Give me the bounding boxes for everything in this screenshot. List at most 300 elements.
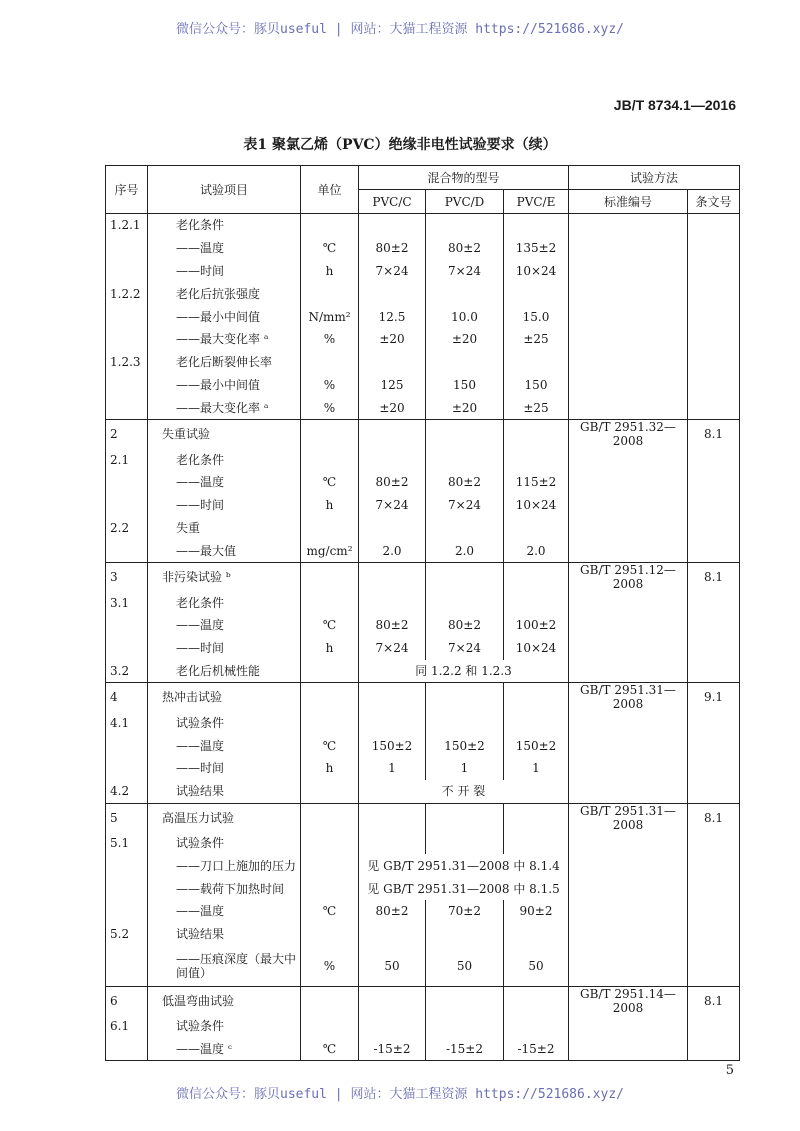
standard-number-cell (569, 237, 688, 260)
standard-number-cell (569, 396, 688, 419)
clause-number-cell (688, 1015, 740, 1038)
value-pvc-d: ±20 (426, 396, 504, 419)
test-item: 老化条件 (148, 591, 301, 614)
clause-number-cell: 9.1 (688, 683, 740, 712)
clause-number-cell (688, 591, 740, 614)
table-section (106, 683, 740, 803)
row-number (106, 328, 148, 351)
header-pvc-c: PVC/C (359, 190, 426, 214)
row-number (106, 494, 148, 517)
clause-number-cell (688, 494, 740, 517)
unit (301, 683, 359, 712)
standard-number-cell (569, 328, 688, 351)
table-row (106, 660, 740, 683)
value-pvc-d (426, 282, 504, 305)
standard-number-cell (569, 877, 688, 900)
merged-value: 同 1.2.2 和 1.2.3 (359, 660, 569, 683)
value-pvc-e: 135±2 (504, 237, 569, 260)
value-pvc-c (359, 591, 426, 614)
header-pvc-d: PVC/D (426, 190, 504, 214)
row-number (106, 237, 148, 260)
requirements-table (105, 165, 740, 1061)
test-item: ——温度 (148, 614, 301, 637)
value-pvc-e (504, 282, 569, 305)
test-item: 试验条件 (148, 711, 301, 734)
value-pvc-c: 80±2 (359, 237, 426, 260)
header-std: 标准编号 (569, 190, 688, 214)
value-pvc-d (426, 563, 504, 592)
value-pvc-e: 1 (504, 757, 569, 780)
value-pvc-d (426, 420, 504, 449)
unit: % (301, 328, 359, 351)
standard-number-cell (569, 734, 688, 757)
unit: ℃ (301, 734, 359, 757)
value-pvc-e: ±25 (504, 396, 569, 419)
row-number: 1.2.3 (106, 351, 148, 374)
clause-number-cell (688, 757, 740, 780)
unit (301, 803, 359, 832)
test-item: ——压痕深度（最大中间值） (148, 946, 301, 987)
unit: ℃ (301, 900, 359, 923)
table-row (106, 237, 740, 260)
clause-number-cell: 8.1 (688, 803, 740, 832)
value-pvc-c: -15±2 (359, 1037, 426, 1060)
table-header (106, 166, 740, 214)
test-item: 老化后抗张强度 (148, 282, 301, 305)
test-item: 试验条件 (148, 832, 301, 855)
table-row (106, 780, 740, 803)
row-number (106, 854, 148, 877)
header-item: 试验项目 (148, 166, 301, 214)
clause-number-cell (688, 780, 740, 803)
standard-number-cell (569, 539, 688, 562)
standard-number-cell: GB/T 2951.14—2008 (569, 986, 688, 1015)
value-pvc-e (504, 832, 569, 855)
row-number (106, 374, 148, 397)
clause-number-cell (688, 660, 740, 683)
unit (301, 986, 359, 1015)
value-pvc-c (359, 420, 426, 449)
clause-number-cell (688, 923, 740, 946)
standard-number-cell (569, 282, 688, 305)
test-item: ——温度 (148, 734, 301, 757)
test-item: ——温度 (148, 900, 301, 923)
row-number (106, 757, 148, 780)
standard-number-cell (569, 637, 688, 660)
table-row (106, 923, 740, 946)
test-item: 失重 (148, 517, 301, 540)
value-pvc-c (359, 517, 426, 540)
standard-number-cell (569, 1037, 688, 1060)
standard-number-cell (569, 517, 688, 540)
value-pvc-e (504, 420, 569, 449)
watermark-bottom: 微信公众号：豚贝useful | 网站：大猫工程资源 https://521686.xyz/ (176, 1087, 624, 1102)
table-row (106, 683, 740, 712)
value-pvc-e: 10×24 (504, 494, 569, 517)
row-number: 1.2.2 (106, 282, 148, 305)
standard-number-cell (569, 260, 688, 283)
value-pvc-e: 150±2 (504, 734, 569, 757)
test-item: ——最小中间值 (148, 305, 301, 328)
value-pvc-e (504, 683, 569, 712)
value-pvc-d: 80±2 (426, 237, 504, 260)
unit: % (301, 396, 359, 419)
test-item: ——温度 (148, 237, 301, 260)
unit: h (301, 757, 359, 780)
value-pvc-c: 7×24 (359, 637, 426, 660)
value-pvc-c: 125 (359, 374, 426, 397)
test-item: ——载荷下加热时间 (148, 877, 301, 900)
clause-number-cell (688, 214, 740, 237)
unit (301, 854, 359, 877)
row-number: 3.2 (106, 660, 148, 683)
unit (301, 832, 359, 855)
value-pvc-c (359, 803, 426, 832)
row-number (106, 877, 148, 900)
table-section (106, 803, 740, 986)
standard-number-cell (569, 900, 688, 923)
table-row (106, 1037, 740, 1060)
table-row (106, 711, 740, 734)
clause-number-cell (688, 832, 740, 855)
value-pvc-c (359, 683, 426, 712)
test-item: 老化后机械性能 (148, 660, 301, 683)
table-row (106, 803, 740, 832)
test-item: ——时间 (148, 260, 301, 283)
unit (301, 563, 359, 592)
test-item: ——时间 (148, 637, 301, 660)
table-row (106, 214, 740, 237)
value-pvc-c: ±20 (359, 396, 426, 419)
header-unit: 单位 (301, 166, 359, 214)
clause-number-cell (688, 734, 740, 757)
unit (301, 420, 359, 449)
row-number: 6.1 (106, 1015, 148, 1038)
value-pvc-c (359, 711, 426, 734)
table-row (106, 517, 740, 540)
value-pvc-e (504, 563, 569, 592)
table-row (106, 563, 740, 592)
standard-number-cell (569, 351, 688, 374)
standard-number-cell (569, 923, 688, 946)
clause-number-cell (688, 539, 740, 562)
standard-number-cell (569, 832, 688, 855)
unit (301, 591, 359, 614)
standard-number-cell (569, 1015, 688, 1038)
row-number: 6 (106, 986, 148, 1015)
unit: N/mm² (301, 305, 359, 328)
test-item: 非污染试验 ᵇ (148, 563, 301, 592)
table-row (106, 305, 740, 328)
standard-number-cell (569, 614, 688, 637)
table-title: 表1 聚氯乙烯（PVC）绝缘非电性试验要求（续） (243, 137, 557, 153)
value-pvc-e (504, 448, 569, 471)
row-number (106, 471, 148, 494)
value-pvc-d (426, 683, 504, 712)
standard-number-cell (569, 946, 688, 987)
value-pvc-c: 80±2 (359, 900, 426, 923)
table-row (106, 854, 740, 877)
standard-number: JB/T 8734.1—2016 (613, 97, 736, 113)
standard-number-cell (569, 448, 688, 471)
value-pvc-d: 50 (426, 946, 504, 987)
value-pvc-d: 70±2 (426, 900, 504, 923)
standard-number-cell (569, 214, 688, 237)
clause-number-cell: 8.1 (688, 986, 740, 1015)
value-pvc-c (359, 214, 426, 237)
standard-number-cell (569, 711, 688, 734)
standard-number-cell (569, 854, 688, 877)
value-pvc-e: 2.0 (504, 539, 569, 562)
row-number: 2 (106, 420, 148, 449)
standard-number-cell: GB/T 2951.31—2008 (569, 803, 688, 832)
value-pvc-e (504, 711, 569, 734)
merged-value: 不 开 裂 (359, 780, 569, 803)
clause-number-cell (688, 305, 740, 328)
value-pvc-c (359, 351, 426, 374)
row-number: 5.2 (106, 923, 148, 946)
table-row (106, 877, 740, 900)
table-row (106, 420, 740, 449)
clause-number-cell (688, 1037, 740, 1060)
row-number: 5.1 (106, 832, 148, 855)
table-row (106, 832, 740, 855)
value-pvc-c: 50 (359, 946, 426, 987)
row-number (106, 539, 148, 562)
unit (301, 351, 359, 374)
value-pvc-c: 12.5 (359, 305, 426, 328)
page-number: 5 (725, 1063, 734, 1078)
value-pvc-d: -15±2 (426, 1037, 504, 1060)
value-pvc-e (504, 517, 569, 540)
clause-number-cell (688, 637, 740, 660)
value-pvc-e: 150 (504, 374, 569, 397)
value-pvc-c: 80±2 (359, 471, 426, 494)
test-item: ——刀口上施加的压力 (148, 854, 301, 877)
unit (301, 1015, 359, 1038)
table-row (106, 757, 740, 780)
watermark-top: 微信公众号：豚贝useful | 网站：大猫工程资源 https://521686.xyz/ (176, 22, 624, 37)
table-section (106, 986, 740, 1061)
value-pvc-d: 7×24 (426, 260, 504, 283)
value-pvc-e: 115±2 (504, 471, 569, 494)
standard-number-cell (569, 660, 688, 683)
value-pvc-c: 7×24 (359, 494, 426, 517)
header-mix: 混合物的型号 (359, 166, 569, 190)
table-row (106, 539, 740, 562)
clause-number-cell (688, 448, 740, 471)
unit (301, 877, 359, 900)
header-no: 序号 (106, 166, 148, 214)
value-pvc-c: 150±2 (359, 734, 426, 757)
value-pvc-d: 10.0 (426, 305, 504, 328)
standard-number-cell: GB/T 2951.32—2008 (569, 420, 688, 449)
row-number: 4.1 (106, 711, 148, 734)
unit (301, 448, 359, 471)
row-number: 1.2.1 (106, 214, 148, 237)
test-item: ——最大值 (148, 539, 301, 562)
value-pvc-e (504, 591, 569, 614)
value-pvc-d (426, 351, 504, 374)
table-row (106, 396, 740, 419)
unit (301, 660, 359, 683)
table-row (106, 900, 740, 923)
value-pvc-c (359, 563, 426, 592)
standard-number-cell: GB/T 2951.31—2008 (569, 683, 688, 712)
unit: % (301, 374, 359, 397)
value-pvc-c (359, 923, 426, 946)
row-number (106, 637, 148, 660)
value-pvc-e: 10×24 (504, 637, 569, 660)
test-item: ——时间 (148, 494, 301, 517)
value-pvc-d: 80±2 (426, 471, 504, 494)
unit: h (301, 260, 359, 283)
value-pvc-c: 7×24 (359, 260, 426, 283)
table-row (106, 1015, 740, 1038)
table-section (106, 563, 740, 683)
value-pvc-c: 2.0 (359, 539, 426, 562)
row-number: 5 (106, 803, 148, 832)
value-pvc-d: 80±2 (426, 614, 504, 637)
value-pvc-d: 7×24 (426, 494, 504, 517)
row-number (106, 900, 148, 923)
table-section (106, 420, 740, 563)
unit: % (301, 946, 359, 987)
value-pvc-d (426, 986, 504, 1015)
test-item: 老化条件 (148, 448, 301, 471)
clause-number-cell (688, 396, 740, 419)
value-pvc-d: 1 (426, 757, 504, 780)
value-pvc-d: 150±2 (426, 734, 504, 757)
test-item: 老化条件 (148, 214, 301, 237)
standard-number-cell (569, 305, 688, 328)
value-pvc-e (504, 803, 569, 832)
test-item: ——最大变化率 ᵃ (148, 328, 301, 351)
table-row (106, 448, 740, 471)
value-pvc-e (504, 923, 569, 946)
standard-number-cell (569, 374, 688, 397)
row-number (106, 396, 148, 419)
standard-number-cell (569, 757, 688, 780)
test-item: 热冲击试验 (148, 683, 301, 712)
clause-number-cell (688, 517, 740, 540)
value-pvc-c: 80±2 (359, 614, 426, 637)
row-number (106, 260, 148, 283)
header-pvc-e: PVC/E (504, 190, 569, 214)
test-item: ——最小中间值 (148, 374, 301, 397)
row-number (106, 946, 148, 987)
header-method: 试验方法 (569, 166, 740, 190)
value-pvc-c (359, 832, 426, 855)
test-item: ——最大变化率 ᵃ (148, 396, 301, 419)
table-row (106, 986, 740, 1015)
test-item: 试验结果 (148, 923, 301, 946)
clause-number-cell (688, 854, 740, 877)
unit: h (301, 494, 359, 517)
clause-number-cell (688, 374, 740, 397)
table-row (106, 260, 740, 283)
unit (301, 214, 359, 237)
table-row (106, 351, 740, 374)
unit: ℃ (301, 237, 359, 260)
table-row (106, 494, 740, 517)
clause-number-cell (688, 946, 740, 987)
table-row (106, 374, 740, 397)
header-clause: 条文号 (688, 190, 740, 214)
table-row (106, 946, 740, 987)
value-pvc-e: 15.0 (504, 305, 569, 328)
table-row (106, 591, 740, 614)
value-pvc-d (426, 214, 504, 237)
clause-number-cell (688, 900, 740, 923)
value-pvc-e: 50 (504, 946, 569, 987)
unit (301, 711, 359, 734)
standard-number-cell (569, 471, 688, 494)
value-pvc-d (426, 591, 504, 614)
value-pvc-e (504, 1015, 569, 1038)
unit (301, 517, 359, 540)
value-pvc-d (426, 711, 504, 734)
standard-number-cell (569, 494, 688, 517)
value-pvc-d: 150 (426, 374, 504, 397)
value-pvc-c (359, 986, 426, 1015)
value-pvc-c (359, 282, 426, 305)
row-number: 2.2 (106, 517, 148, 540)
test-item: 失重试验 (148, 420, 301, 449)
row-number: 4.2 (106, 780, 148, 803)
value-pvc-e: 90±2 (504, 900, 569, 923)
row-number (106, 1037, 148, 1060)
value-pvc-e (504, 986, 569, 1015)
test-item: ——温度 (148, 471, 301, 494)
table-row (106, 471, 740, 494)
table-section (106, 214, 740, 420)
clause-number-cell (688, 711, 740, 734)
value-pvc-c: 1 (359, 757, 426, 780)
table-row (106, 328, 740, 351)
clause-number-cell (688, 471, 740, 494)
value-pvc-e: ±25 (504, 328, 569, 351)
value-pvc-c (359, 448, 426, 471)
test-item: ——时间 (148, 757, 301, 780)
test-item: 低温弯曲试验 (148, 986, 301, 1015)
value-pvc-e: -15±2 (504, 1037, 569, 1060)
table-row (106, 734, 740, 757)
row-number: 3 (106, 563, 148, 592)
standard-number-cell: GB/T 2951.12—2008 (569, 563, 688, 592)
unit: h (301, 637, 359, 660)
unit: ℃ (301, 471, 359, 494)
value-pvc-d (426, 803, 504, 832)
table-row (106, 637, 740, 660)
value-pvc-e: 100±2 (504, 614, 569, 637)
value-pvc-c (359, 1015, 426, 1038)
value-pvc-c: ±20 (359, 328, 426, 351)
value-pvc-e: 10×24 (504, 260, 569, 283)
merged-value: 见 GB/T 2951.31—2008 中 8.1.4 (359, 854, 569, 877)
clause-number-cell (688, 260, 740, 283)
test-item: 高温压力试验 (148, 803, 301, 832)
test-item: ——温度 ᶜ (148, 1037, 301, 1060)
clause-number-cell (688, 282, 740, 305)
row-number (106, 734, 148, 757)
test-item: 老化后断裂伸长率 (148, 351, 301, 374)
row-number (106, 614, 148, 637)
value-pvc-d: 2.0 (426, 539, 504, 562)
value-pvc-e (504, 214, 569, 237)
clause-number-cell (688, 614, 740, 637)
row-number (106, 305, 148, 328)
